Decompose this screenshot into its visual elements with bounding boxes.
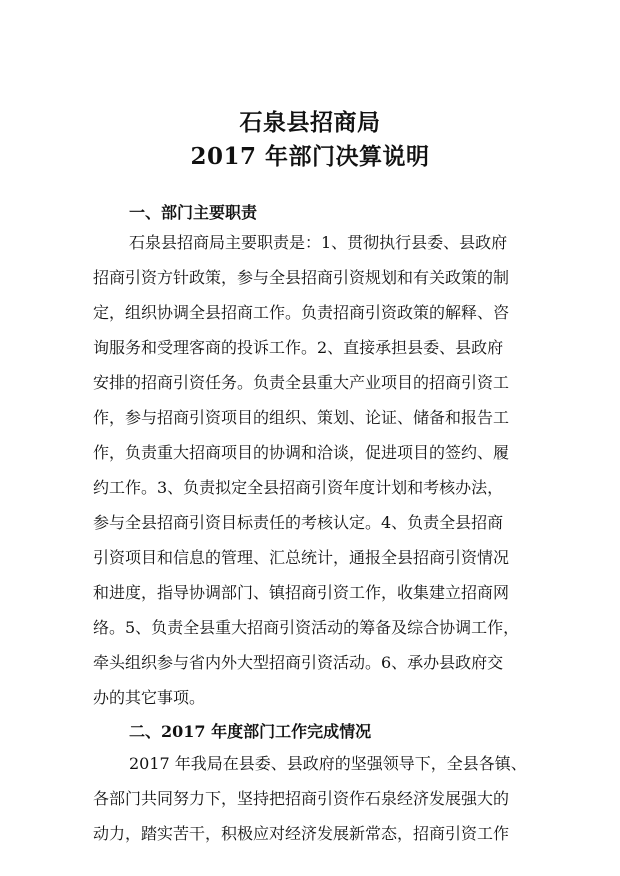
document-title: 石泉县招商局 [239, 109, 381, 136]
document-subtitle: 2017 年部门决算说明 [190, 143, 430, 170]
document-page: 石泉县招商局 2017 年部门决算说明 一、部门主要职责 石泉县招商局主要职责是：1、贯彻执行县委、县政府 招商引资方针政策，参与全县招商引资规划和有关政策的制 定，组织协调全县招商工作。负责招商引资政策的解释、咨 询服务和受理客商的投诉工作。2、直接承担县委、县政府 安排的招商引资任务。负责全县重大产业项目的招商引资工 作，参与招商引资项目的组织、策划、论证、储备和报告工 作，负责重大招商项目的协调和洽谈，促进项目的签约、履 约工作。3、负责拟定全县招商引资年度计划和考核办法， 参与全县招商引资目标责任的考核认定。4、负责全县招商 引资项目和信息的管理、汇总统计，通报全县招商引资情况 和进度，指导协调部门、镇招商引资工作，收集建立招商网 络。5、负责全县重大招商引资活动的筹备及综合协调工作， 牵头组织参与省内外大型招商引资活动。6、承办县政府交 办的其它事项。 二、2017 年度部门工作完成情况 2017 年我局在县委、县政府的坚强领导下，全县各镇、 各部门共同努力下，坚持把招商引资作石泉经济发展强大的 动力，踏实苦干，积极应对经济发展新常态，招商引资工作 [0, 0, 620, 876]
